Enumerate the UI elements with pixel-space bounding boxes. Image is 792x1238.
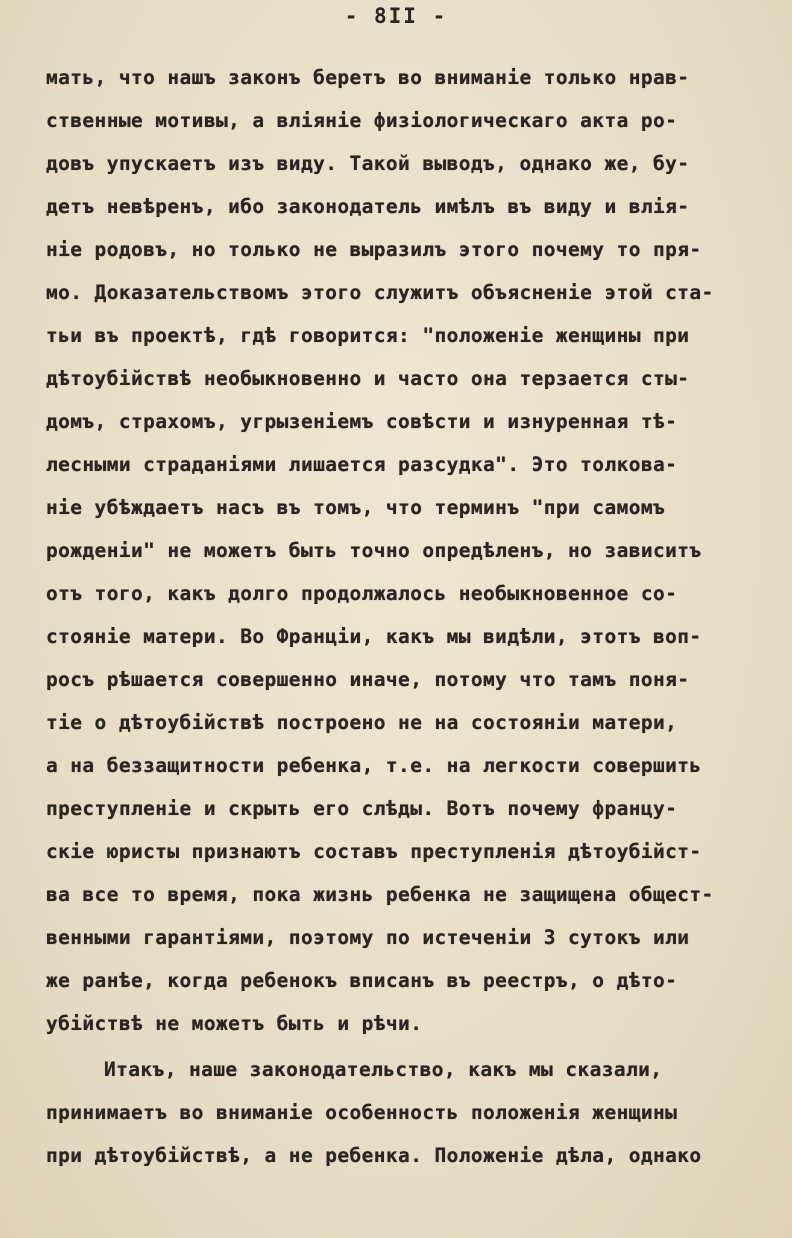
text-line: тьи въ проектѣ, гдѣ говорится: "положеніе женщины при [46,324,690,347]
text-line: детъ невѣренъ, ибо законодатель имѣлъ въ виду и влія- [46,195,690,218]
text-line: ственные мотивы, а вліяніе физiологическаго акта ро- [46,109,678,132]
text-line: стояніе матери. Во Франціи, какъ мы видѣли, этотъ воп- [46,625,702,648]
text-line: же ранѣе, когда ребенокъ вписанъ въ реестръ, о дѣто- [46,969,678,992]
paragraph-first-line: Итакъ, наше законодательство, какъ мы сказали, [104,1058,663,1081]
text-line: отъ того, какъ долго продолжалось необыкновенное со- [46,582,678,605]
text-line: дѣтоубійствѣ необыкновенно и часто она терзается сты- [46,367,690,390]
text-line: мо. Доказательствомъ этого служитъ объясненіе этой ста- [46,281,714,304]
text-line: рожденіи" не можетъ быть точно опредѣленъ, но зависитъ [46,539,702,562]
text-line: преступленіе и скрыть его слѣды. Вотъ почему францу- [46,797,678,820]
text-line: скіе юристы признаютъ составъ преступленія дѣтоубійст- [46,840,702,863]
text-line: принимаетъ во вниманіе особенность положенія женщины [46,1101,678,1124]
text-line: венными гарантіями, поэтому по истеченіи 3 сутокъ или [46,926,690,949]
text-line: убійствѣ не можетъ быть и рѣчи. [46,1012,423,1035]
text-line: лесными страданіями лишается разсудка". Это толкова- [46,453,678,476]
text-line: ва все то время, пока жизнь ребенка не защищена общест- [46,883,714,906]
text-line: мать, что нашъ законъ беретъ во вниманіе только нрав- [46,66,690,89]
text-line: домъ, страхомъ, угрызеніемъ совѣсти и изнуренная тѣ- [46,410,678,433]
text-line: ніе убѣждаетъ насъ въ томъ, что терминъ "при самомъ [46,496,666,519]
text-line: довъ упускаетъ изъ виду. Такой выводъ, однако же, бу- [46,152,690,175]
page-number: - 8II - [344,4,448,28]
text-line: тіе о дѣтоубійствѣ построено не на состояніи матери, [46,711,678,734]
text-line: при дѣтоубійствѣ, а не ребенка. Положеніе дѣла, однако [46,1144,702,1167]
text-line: а на беззащитности ребенка, т.е. на легкости совершить [46,754,702,777]
text-line: росъ рѣшается совершенно иначе, потому что тамъ поня- [46,668,690,691]
text-line: ніе родовъ, но только не выразилъ этого почему то пря- [46,238,702,261]
